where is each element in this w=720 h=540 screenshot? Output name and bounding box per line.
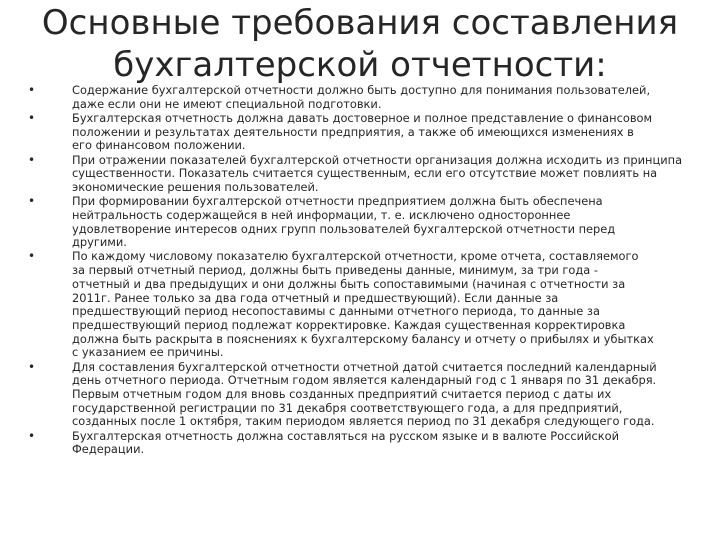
- bullet-line: государственной регистрации по 31 декабря соответствующего года, а для предприятий,: [72, 400, 623, 415]
- bullet-line: Содержание бухгалтерской отчетности должно быть доступно для понимания пользователей,: [72, 83, 651, 97]
- bullet-line: день отчетного периода. Отчетным годом является календарный год с 1 января по 31 декабря.: [72, 373, 657, 388]
- bullet-icon: •: [28, 152, 36, 167]
- bullet-text: [72, 361, 692, 430]
- bullet-line: экономические решения пользователей.: [72, 179, 319, 194]
- bullet-line: При отражении показателей бухгалтерской отчетности организация должна исходить из принципа: [72, 152, 683, 167]
- bullet-line: Федерации.: [72, 442, 145, 457]
- bullet-line: Бухгалтерская отчетность должна составляться на русском языке и в валюте Российской: [72, 428, 619, 443]
- bullet-item: [20, 112, 692, 153]
- bullet-item: [20, 430, 692, 457]
- bullet-text: [72, 250, 692, 360]
- bullet-line: Для составления бухгалтерской отчетности отчетной датой считается последний календарный: [72, 359, 657, 374]
- bullet-line: По каждому числовому показателю бухгалтерской отчетности, кроме отчета, составляемого: [72, 249, 639, 264]
- bullet-item: [20, 154, 692, 195]
- bullet-line: Первым отчетным годом для вновь созданных предприятий считается период с даты их: [72, 386, 612, 401]
- bullet-line: созданных после 1 октября, таким периодом является период по 31 декабря следующего года.: [72, 414, 655, 429]
- bullet-line: даже если они не имеют специальной подготовки.: [72, 96, 382, 111]
- bullet-text: [72, 112, 692, 153]
- bullet-line: за первый отчетный период, должны быть приведены данные, минимум, за три года -: [72, 263, 598, 278]
- bullet-icon: •: [28, 194, 36, 209]
- bullet-line: 2011г. Ранее только за два года отчетный и предшествующий). Если данные за: [72, 290, 559, 305]
- bullet-icon: •: [28, 359, 36, 374]
- bullet-text: [72, 154, 692, 195]
- bullet-line: предшествующий период подлежат корректировке. Каждая существенная корректировка: [72, 317, 626, 332]
- bullet-text: [72, 430, 692, 457]
- bullet-text: [72, 84, 692, 111]
- bullet-icon: •: [28, 249, 36, 264]
- bullet-line: Бухгалтерская отчетность должна давать достоверное и полное представление о финансовом: [72, 110, 653, 125]
- bullet-line: нейтральность содержащейся в ней информации, т. е. исключено одностороннее: [72, 207, 571, 222]
- bullet-line: должна быть раскрыта в пояснениях к бухгалтерскому балансу и отчету о прибылях и убытках: [72, 331, 654, 346]
- bullet-line: существенности. Показатель считается существенным, если его отсутствие может повлиять на: [72, 166, 658, 181]
- bullet-line: удовлетворение интересов одних групп пользователей бухгалтерской отчетности перед: [72, 221, 616, 236]
- bullet-icon: •: [28, 110, 36, 125]
- bullet-icon: •: [28, 428, 36, 443]
- bullet-line: предшествующий период несопоставимы с данными отчетного периода, то данные за: [72, 304, 600, 319]
- bullet-text: [72, 195, 692, 250]
- slide-title-line: бухгалтерской отчетности:: [113, 45, 607, 85]
- slide-title-line: Основные требования составления: [41, 3, 679, 43]
- bullet-line: положении и результатах деятельности предприятия, а также об имеющихся изменениях в: [72, 124, 634, 139]
- slide-title: [40, 2, 680, 86]
- bullet-item: [20, 84, 692, 111]
- bullet-line: При формировании бухгалтерской отчетности предприятием должна быть обеспечена: [72, 194, 603, 209]
- bullet-icon: •: [28, 83, 36, 97]
- bullet-item: [20, 361, 692, 430]
- bullet-line: другими.: [72, 235, 127, 250]
- bullet-line: отчетный и два предыдущих и они должны быть сопоставимыми (начиная с отчетности за: [72, 276, 626, 291]
- bullet-item: [20, 250, 692, 360]
- bullet-list: [20, 84, 692, 457]
- bullet-item: [20, 195, 692, 250]
- bullet-line: с указанием ее причины.: [72, 345, 224, 360]
- bullet-line: его финансовом положении.: [72, 138, 246, 153]
